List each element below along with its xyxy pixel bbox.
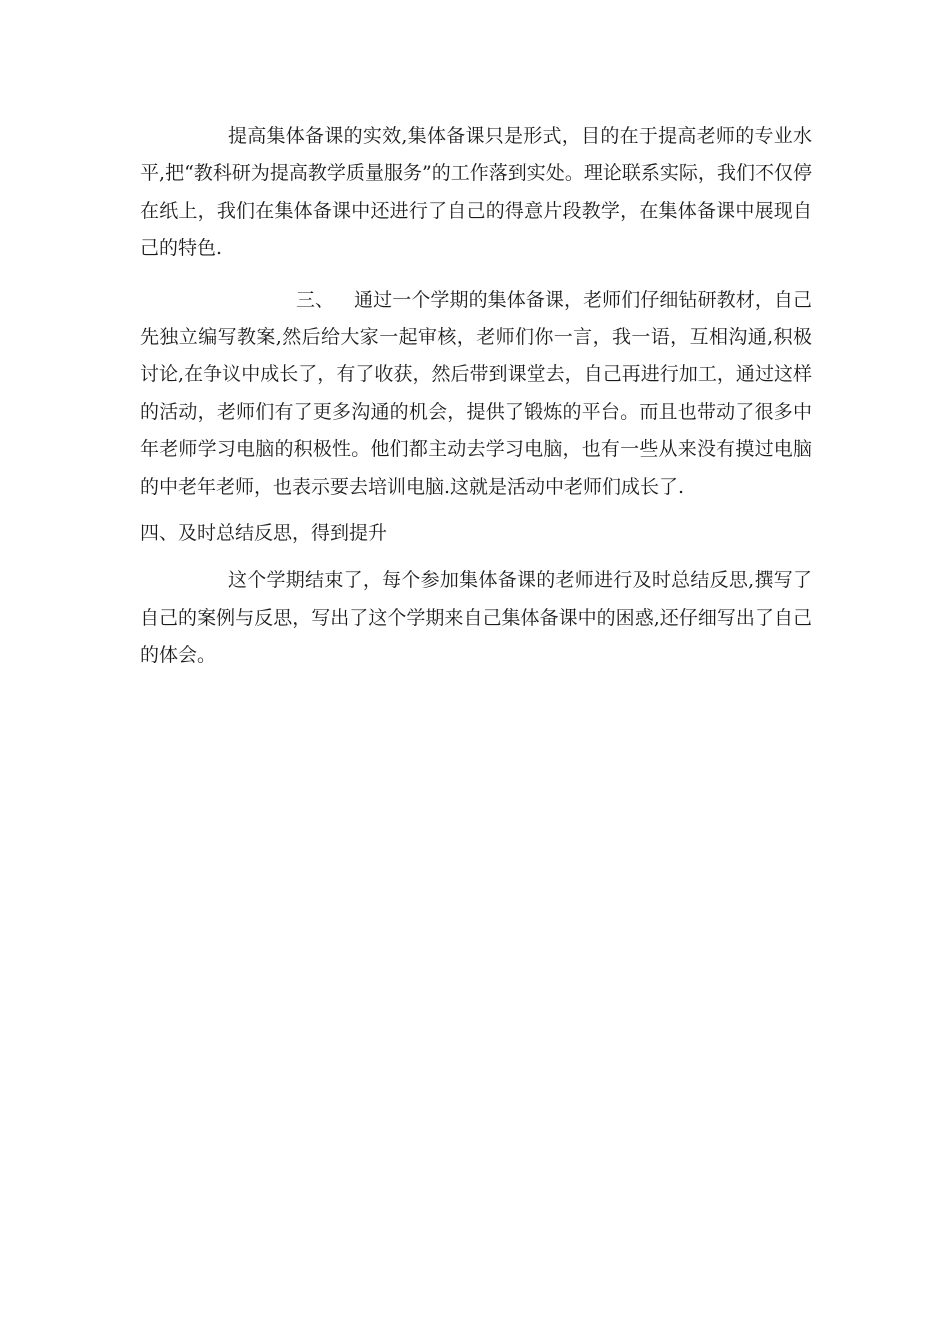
section-3-text: 通过一个学期的集体备课，老师们仔细钻研教材，自己先独立编写教案,然后给大家一起审核，老师们你一言，我一语，互相沟通,积极讨论,在争议中成长了，有了收获，然后带到课堂去，自己再进行加工，通过这样的活动，老师们有了更多沟通的机会，提供了锻炼的平台。而且也带动了很多中年老师学习电脑的积极性。他们都主动去学习电脑，也有一些从来没有摸过电脑的中老年老师，也表示要去培训电脑.这就是活动中老师们成长了. [140,288,812,498]
document-body [140,118,812,675]
section-3-number: 三、 [296,288,335,311]
paragraph-collective-lesson-effectiveness: 提高集体备课的实效,集体备课只是形式，目的在于提高老师的专业水平,把“教科研为提高教学质量服务”的工作落到实处。理论联系实际，我们不仅停在纸上，我们在集体备课中还进行了自己的得意片段教学，在集体备课中展现自己的特色. [140,125,812,260]
section-3-paragraph [140,282,812,506]
section-4-heading: 四、及时总结反思，得到提升 [140,522,388,545]
paragraph-summary-reflection: 这个学期结束了，每个参加集体备课的老师进行及时总结反思,撰写了自己的案例与反思，写出了这个学期来自己集体备课中的困惑,还仔细写出了自己的体会。 [140,569,812,667]
